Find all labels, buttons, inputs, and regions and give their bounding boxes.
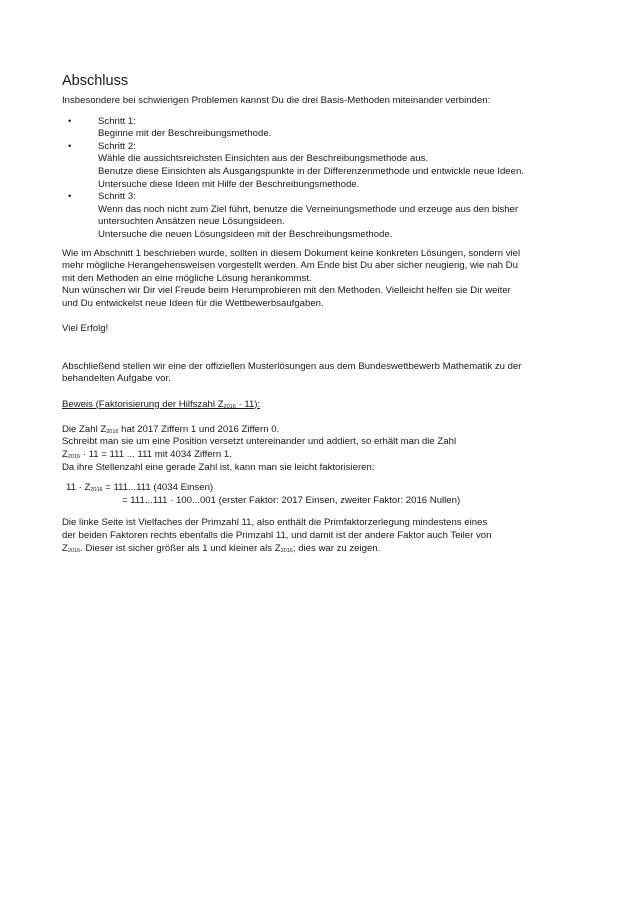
- step-line: untersuchten Ansätzen neue Lösungsideen.: [98, 216, 285, 228]
- step-line: Beginne mit der Beschreibungsmethode.: [98, 128, 272, 140]
- step-title: Schritt 3:: [98, 191, 136, 203]
- paragraph-line: Abschließend stellen wir eine der offiziellen Musterlösungen aus dem Bundeswettbewerb Mathematik zu der: [62, 360, 522, 372]
- step-line: Benutze diese Einsichten als Ausgangspunkte in der Differenzenmethode und entwickle neue Ideen.: [98, 165, 524, 177]
- paragraph-line: Wie im Abschnitt 1 beschrieben wurde, sollten in diesem Dokument keine konkreten Lösungen, sondern viel: [62, 247, 521, 259]
- methods-paragraph: [62, 248, 582, 311]
- list-item: [62, 116, 582, 141]
- step-line: Untersuche die neuen Lösungsideen mit der Beschreibungsmethode.: [98, 228, 393, 240]
- proof-line: Da ihre Stellenzahl eine gerade Zahl ist, kann man sie leicht faktorisieren:: [62, 461, 375, 473]
- equation-line: $11 \cdot Z_{2016} = 111...111$ (4034 Einsen): [66, 482, 214, 494]
- bullet-icon: •: [68, 140, 72, 152]
- solution-intro-paragraph: [62, 361, 582, 386]
- steps-list: [62, 116, 582, 242]
- document-content: [62, 72, 582, 555]
- section-heading: Abschluss: [62, 73, 129, 89]
- conclusion-paragraph: [62, 517, 582, 555]
- proof-line: $Z_{2016} \cdot 11 = 111$ ... 111 mit 4034 Ziffern 1.: [62, 449, 232, 461]
- proof-line: Die Zahl $Z_{2016}$ hat 2017 Ziffern 1 und 2016 Ziffern 0.: [62, 423, 280, 435]
- proof-body: [62, 424, 582, 474]
- step-title: Schritt 2:: [98, 140, 136, 152]
- paragraph-line: Nun wünschen wir Dir viel Freude beim Herumprobieren mit den Methoden. Vielleicht helfen sie Dir weiter: [62, 285, 511, 297]
- paragraph-line: $Z_{2016}$. Dieser ist sicher größer als 1 und kleiner als $Z_{2016}$; dies war zu zeigen.: [62, 542, 381, 554]
- step-line: Untersuche diese Ideen mit Hilfe der Beschreibungsmethode.: [98, 178, 360, 190]
- paragraph-line: Die linke Seite ist Vielfaches der Primzahl 11, also enthält die Primfaktorzerlegung mindestens eines: [62, 517, 488, 529]
- list-item: [62, 141, 582, 191]
- proof-line: Schreibt man sie um eine Position versetzt untereinander und addiert, so erhält man die Zahl: [62, 436, 457, 448]
- bullet-icon: •: [68, 191, 72, 203]
- equation-block: [62, 482, 582, 507]
- step-line: Wähle die aussichtsreichsten Einsichten aus der Beschreibungsmethode aus.: [98, 153, 429, 165]
- bullet-icon: •: [68, 115, 72, 127]
- proof-title: Beweis (Faktorisierung der Hilfszahl $Z_{2016} \cdot 11$):: [62, 398, 261, 410]
- paragraph-line: der beiden Faktoren rechts ebenfalls die Primzahl 11, und damit ist der andere Faktor auch Teiler von: [62, 530, 492, 541]
- intro-paragraph: Insbesondere bei schwierigen Problemen kannst Du die drei Basis-Methoden miteinander verbinden:: [62, 95, 491, 106]
- step-line: Wenn das noch nicht zum Ziel führt, benutze die Verneinungsmethode und erzeuge aus den bisher: [98, 203, 519, 215]
- paragraph-line: mehr mögliche Herangehensweisen vorgestellt werden. Am Ende bist Du aber sicher neugierig, wie nah Du: [62, 260, 518, 272]
- step-title: Schritt 1:: [98, 115, 136, 127]
- paragraph-line: behandelten Aufgabe vor.: [62, 373, 171, 385]
- equation-line: = 111...111 · 100...001 (erster Faktor: 2017 Einsen, zweiter Faktor: 2016 Nullen): [122, 494, 461, 506]
- closing-text: Viel Erfolg!: [62, 323, 109, 335]
- list-item: [62, 191, 582, 241]
- paragraph-line: und Du entwickelst neue Ideen für die Wettbewerbsaufgaben.: [62, 297, 324, 309]
- paragraph-line: mit den Methoden an eine mögliche Lösung herankommst.: [62, 272, 312, 284]
